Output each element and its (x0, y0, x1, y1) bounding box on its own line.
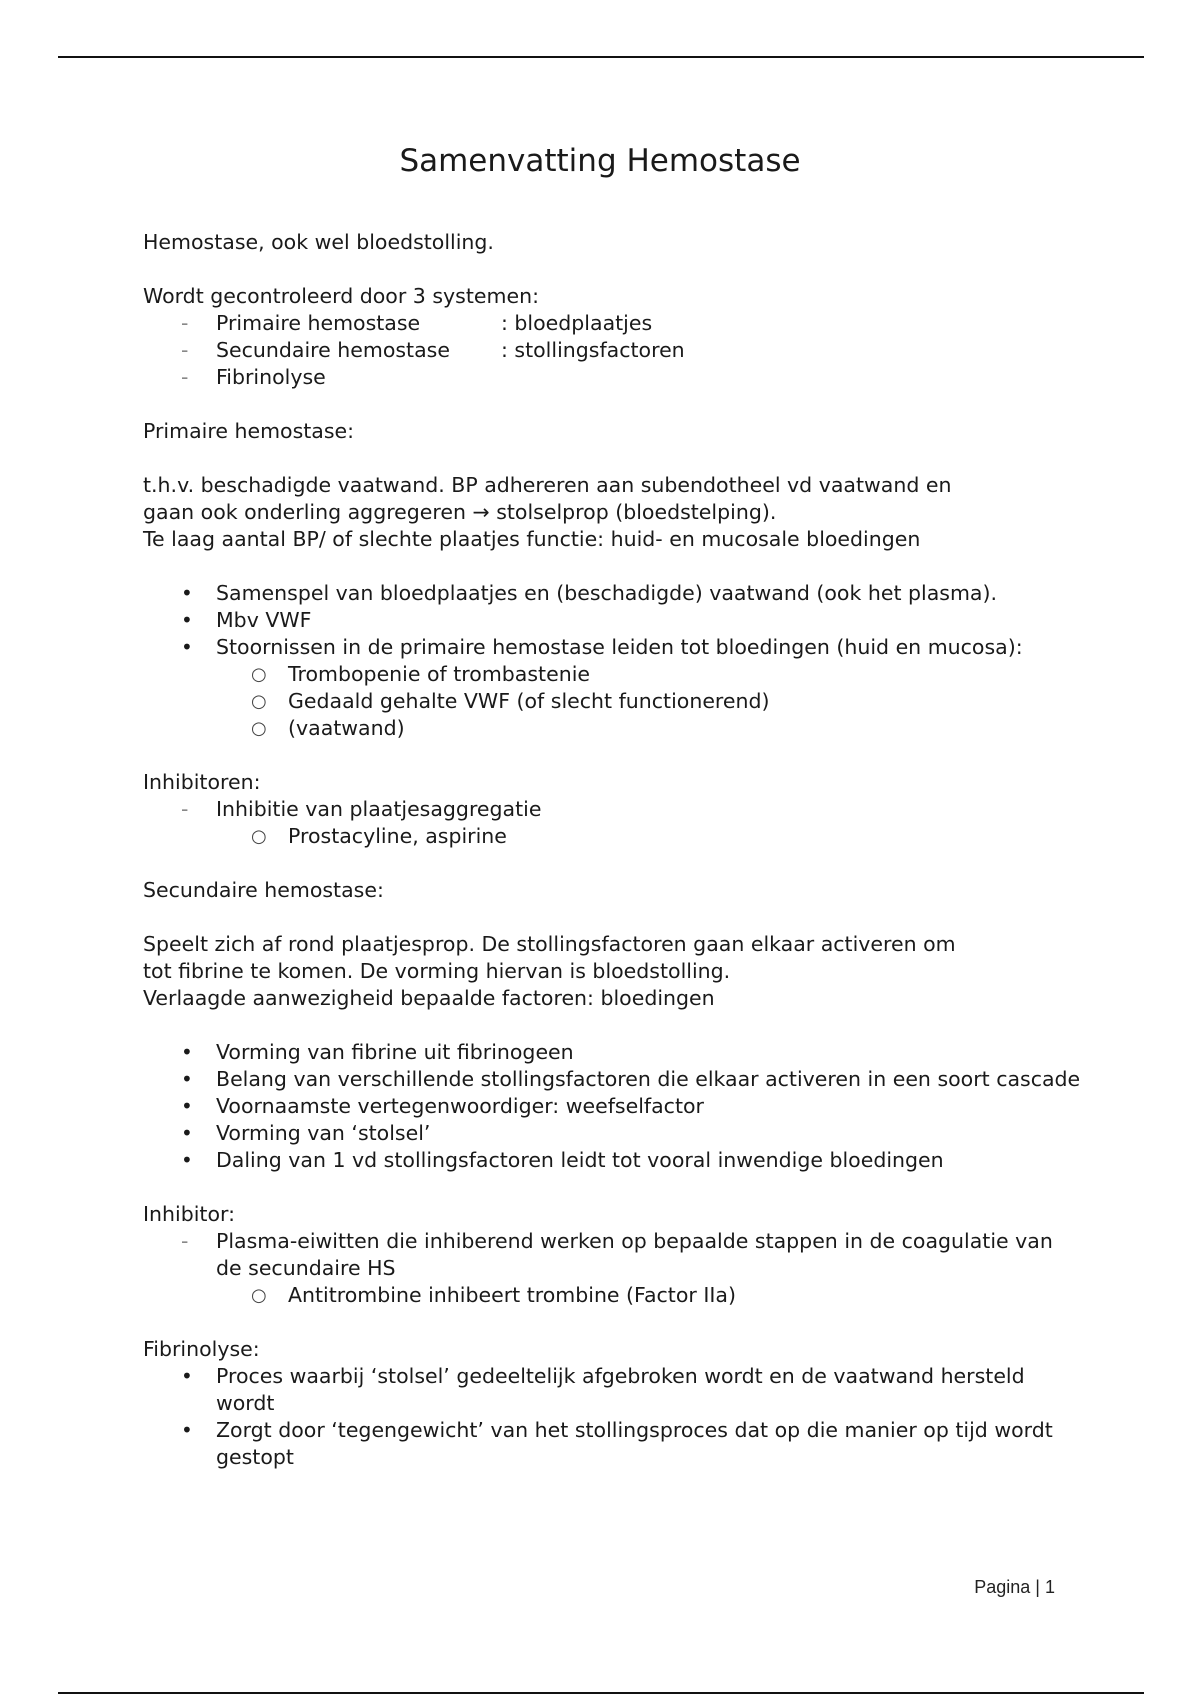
dash-marker: - (181, 338, 189, 362)
bullet-text: Vorming van ‘stolsel’ (216, 1121, 431, 1145)
list-item (143, 607, 1083, 634)
bullet-text: Stoornissen in de primaire hemostase leiden tot bloedingen (huid en mucosa): (216, 635, 1023, 659)
bullet-text: Belang van verschillende stollingsfactoren die elkaar activeren in een soort cascade (216, 1067, 1081, 1091)
list-item (143, 688, 1083, 715)
fibrinolysis-heading: Fibrinolyse: (143, 1337, 260, 1361)
inhibitor-list (143, 1228, 1083, 1282)
list-item (143, 580, 1083, 607)
header-rule (58, 56, 1144, 58)
footer-rule (58, 1692, 1144, 1694)
inhibitors-sub-list (143, 823, 1083, 850)
inhibitor-heading: Inhibitor: (143, 1202, 235, 1226)
systems-list (143, 310, 1083, 391)
bullet-text: Daling van 1 vd stollingsfactoren leidt tot vooral inwendige bloedingen (216, 1148, 944, 1172)
primary-bullets (143, 580, 1083, 661)
bullet-marker: • (181, 1067, 193, 1091)
inhibitors-heading: Inhibitoren: (143, 770, 261, 794)
dash-marker: - (181, 1229, 189, 1253)
primary-heading: Primaire hemostase: (143, 419, 355, 443)
list-item (143, 1417, 1083, 1471)
bullet-text: Mbv VWF (216, 608, 312, 632)
system-label: Fibrinolyse (216, 365, 326, 389)
secondary-paragraph-line: Verlaagde aanwezigheid bepaalde factoren: bloedingen (143, 986, 715, 1010)
primary-paragraph-line: Te laag aantal BP/ of slechte plaatjes functie: huid- en mucosale bloedingen (143, 527, 921, 551)
page-number: Pagina | 1 (974, 1577, 1055, 1597)
circle-marker: ○ (251, 691, 267, 712)
list-item (143, 364, 1083, 391)
bullet-marker: • (181, 1040, 193, 1064)
bullet-text: Vorming van fibrine uit fibrinogeen (216, 1040, 574, 1064)
list-item (143, 1228, 1083, 1282)
fibrinolysis-bullets (143, 1363, 1083, 1471)
list-item (143, 715, 1083, 742)
list-item (143, 1039, 1083, 1066)
sub-bullet-text: (vaatwand) (288, 716, 405, 740)
bullet-marker: • (181, 1094, 193, 1118)
dash-marker: - (181, 365, 189, 389)
list-item (143, 1093, 1083, 1120)
system-label: Primaire hemostase (216, 311, 421, 335)
secondary-paragraph-line: Speelt zich af rond plaatjesprop. De stollingsfactoren gaan elkaar activeren om (143, 932, 956, 956)
bullet-text: Voornaamste vertegenwoordiger: weefselfactor (216, 1094, 704, 1118)
system-label: Secundaire hemostase (216, 338, 450, 362)
bullet-text: Zorgt door ‘tegengewicht’ van het stollingsproces dat op die manier op tijd wordt gestopt (216, 1418, 1053, 1469)
list-item (143, 1120, 1083, 1147)
circle-marker: ○ (251, 826, 267, 847)
list-item (143, 310, 1083, 337)
inhibitor-sub-list (143, 1282, 1083, 1309)
list-item (143, 661, 1083, 688)
intro-text: Hemostase, ook wel bloedstolling. (143, 230, 494, 254)
list-item (143, 634, 1083, 661)
secondary-bullets (143, 1039, 1083, 1174)
primary-paragraph-line: gaan ook onderling aggregeren → stolselprop (bloedstelping). (143, 500, 777, 524)
primary-sub-bullets (143, 661, 1083, 742)
bullet-marker: • (181, 1121, 193, 1145)
bullet-text: Samenspel van bloedplaatjes en (beschadigde) vaatwand (ook het plasma). (216, 581, 998, 605)
system-value: : stollingsfactoren (501, 338, 685, 362)
dash-marker: - (181, 797, 189, 821)
sub-bullet-text: Antitrombine inhibeert trombine (Factor IIa) (288, 1283, 736, 1307)
system-value: : bloedplaatjes (501, 311, 653, 335)
bullet-marker: • (181, 1148, 193, 1172)
inhibitor-text: Plasma-eiwitten die inhiberend werken op bepaalde stappen in de coagulatie van de secundaire HS (216, 1229, 1053, 1280)
bullet-marker: • (181, 608, 193, 632)
list-item (143, 1363, 1083, 1417)
secondary-paragraph-line: tot fibrine te komen. De vorming hiervan is bloedstolling. (143, 959, 731, 983)
list-item (143, 823, 1083, 850)
sub-bullet-text: Trombopenie of trombastenie (288, 662, 591, 686)
circle-marker: ○ (251, 664, 267, 685)
sub-bullet-text: Gedaald gehalte VWF (of slecht functionerend) (288, 689, 770, 713)
page-title: Samenvatting Hemostase (399, 143, 801, 179)
list-item (143, 796, 1083, 823)
secondary-heading: Secundaire hemostase: (143, 878, 384, 902)
document-body (143, 229, 1083, 1471)
systems-heading: Wordt gecontroleerd door 3 systemen: (143, 284, 539, 308)
circle-marker: ○ (251, 718, 267, 739)
list-item (143, 1147, 1083, 1174)
list-item (143, 1282, 1083, 1309)
bullet-marker: • (181, 635, 193, 659)
circle-marker: ○ (251, 1285, 267, 1306)
list-item (143, 337, 1083, 364)
inhibitors-list (143, 796, 1083, 823)
dash-marker: - (181, 311, 189, 335)
inhibitor-text: Inhibitie van plaatjesaggregatie (216, 797, 542, 821)
bullet-marker: • (181, 1418, 193, 1442)
list-item (143, 1066, 1083, 1093)
bullet-marker: • (181, 1364, 193, 1388)
bullet-marker: • (181, 581, 193, 605)
sub-bullet-text: Prostacyline, aspirine (288, 824, 507, 848)
bullet-text: Proces waarbij ‘stolsel’ gedeeltelijk afgebroken wordt en de vaatwand hersteld wordt (216, 1364, 1025, 1415)
primary-paragraph-line: t.h.v. beschadigde vaatwand. BP adhereren aan subendotheel vd vaatwand en (143, 473, 952, 497)
